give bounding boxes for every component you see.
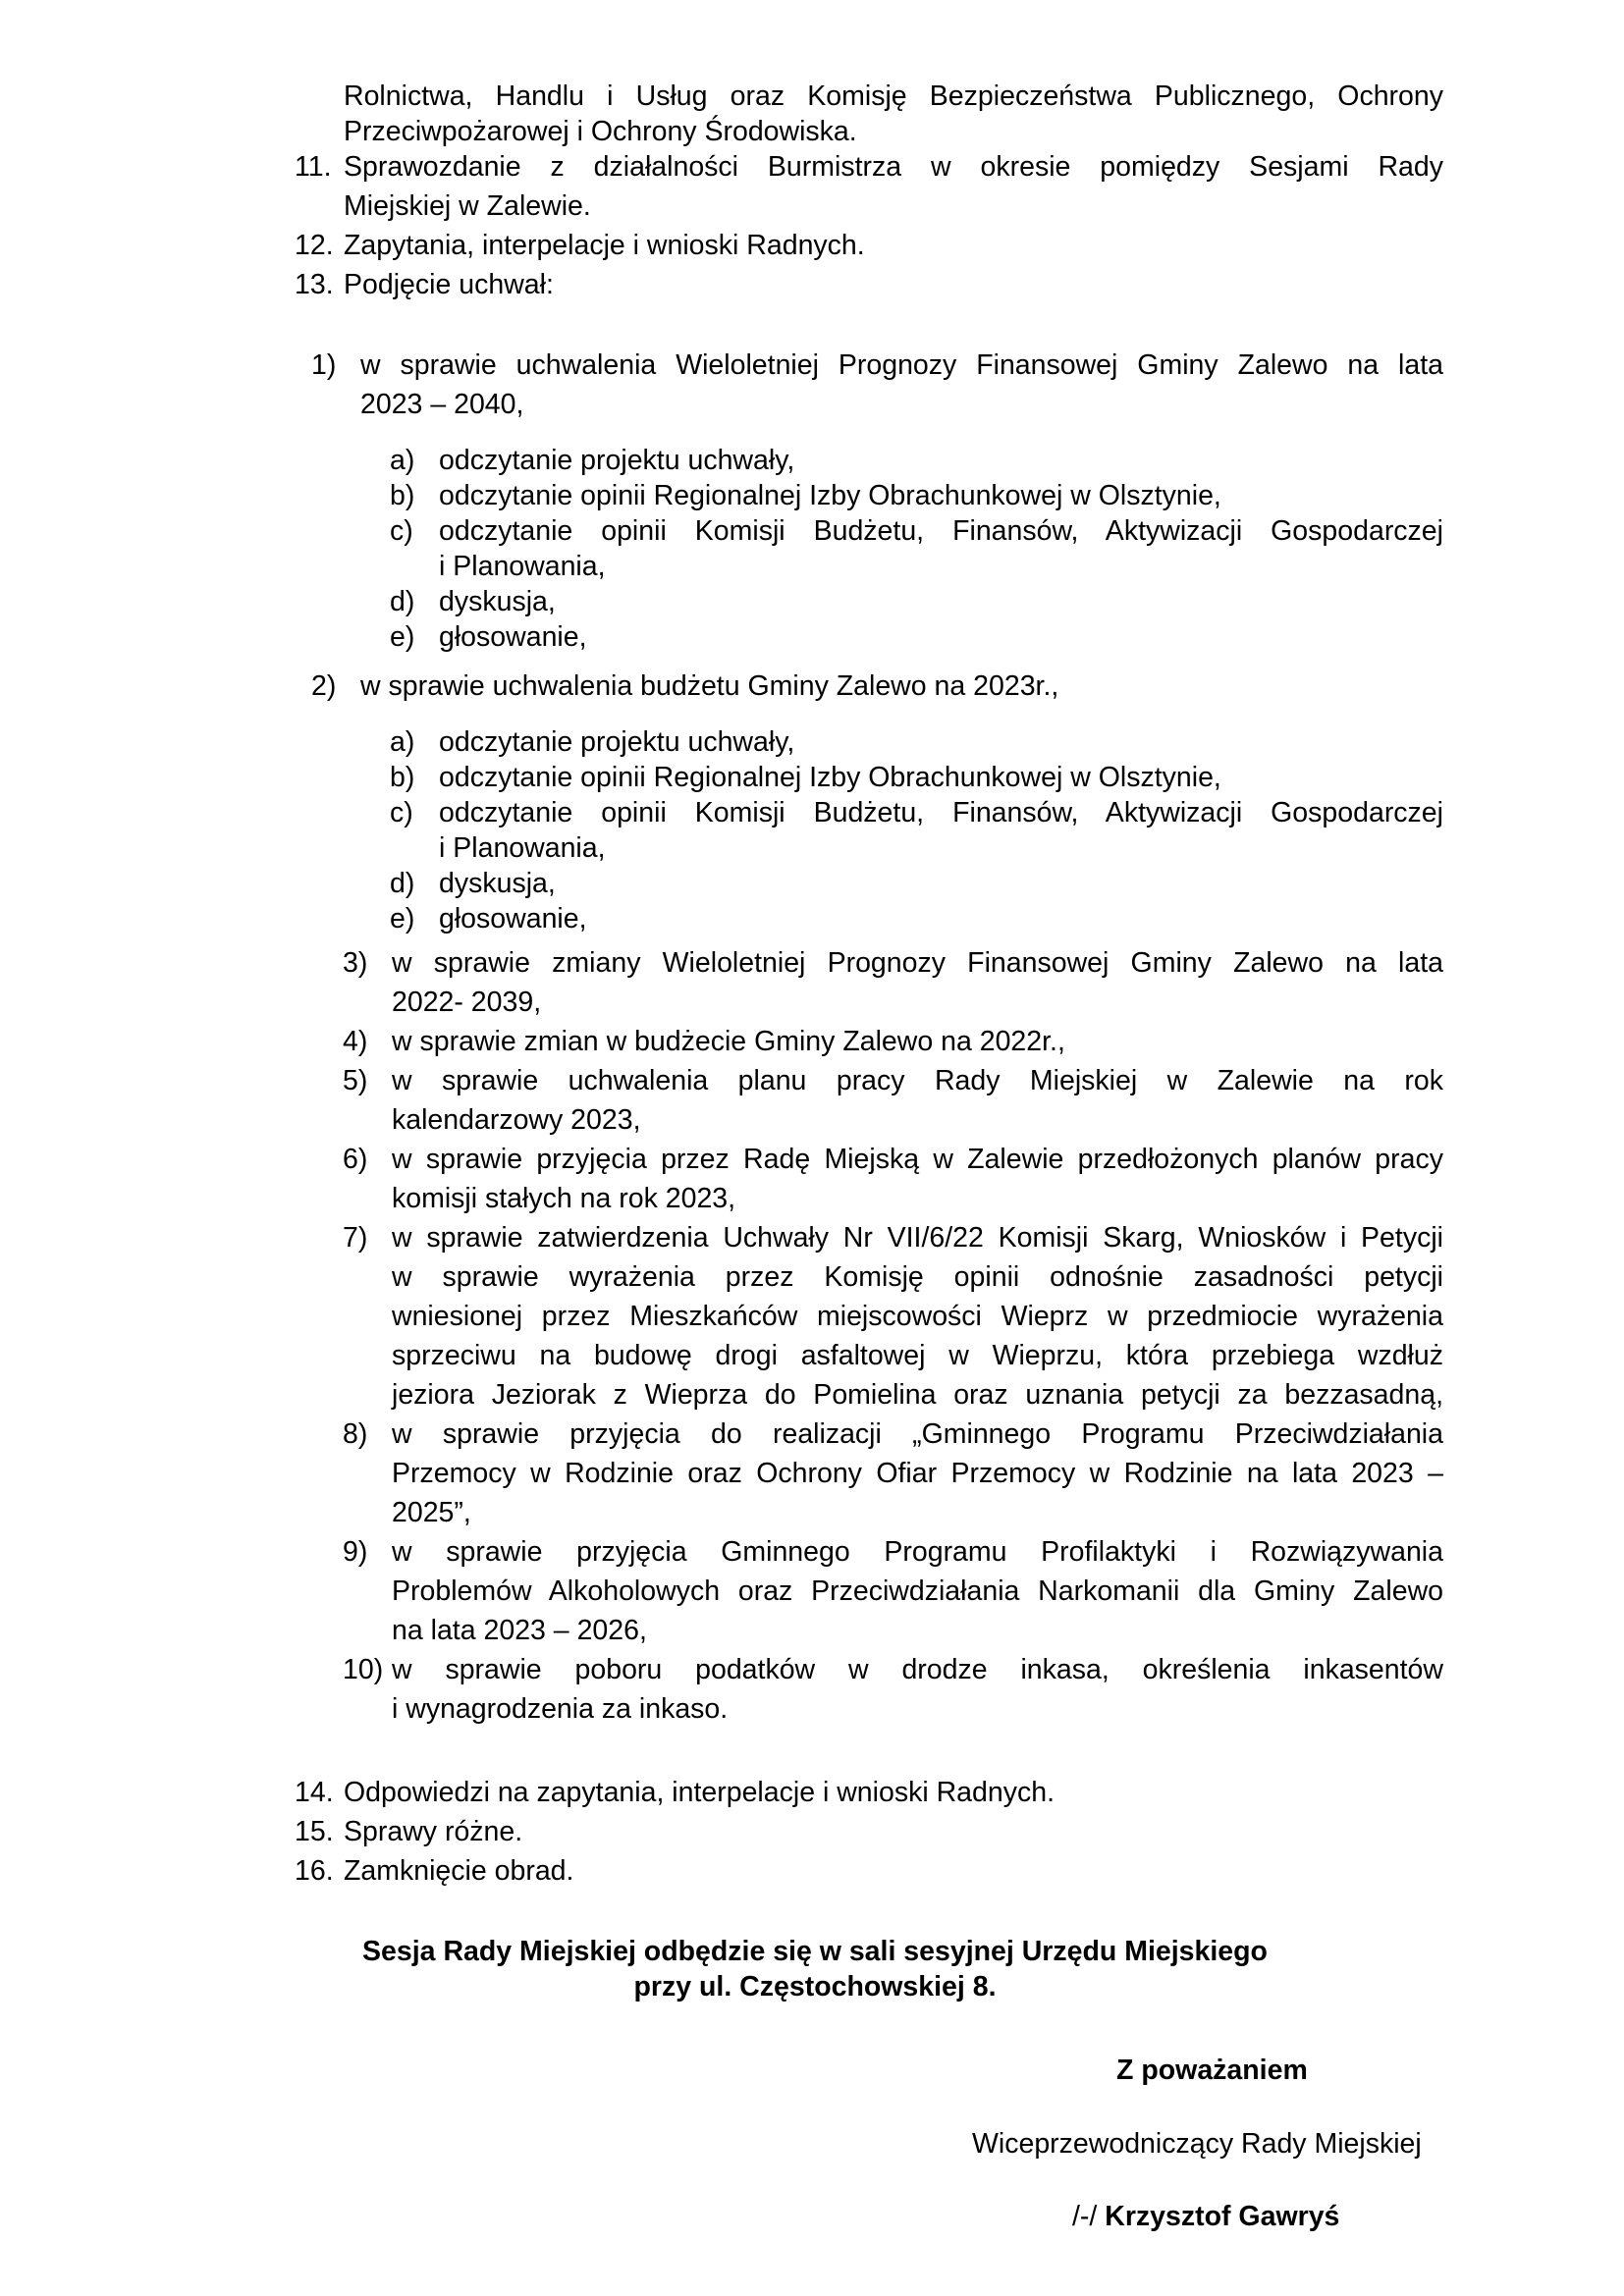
resolution-3-number: 3) bbox=[343, 947, 368, 979]
resolution-2-sub-a-text: odczytanie projektu uchwały, bbox=[439, 726, 795, 758]
session-notice-line-2: przy ul. Częstochowskiej 8. bbox=[633, 1971, 997, 2002]
resolution-7-text-3: wniesionej przez Mieszkańców miejscowości Wieprz w przedmiocie wyrażenia bbox=[392, 1301, 1443, 1332]
item-15-text: Sprawy różne. bbox=[344, 1816, 523, 1847]
item-14-text: Odpowiedzi na zapytania, interpelacje i wnioski Radnych. bbox=[344, 1777, 1055, 1808]
continuation-line-1: Rolnictwa, Handlu i Usług oraz Komisję Bezpieczeństwa Publicznego, Ochrony bbox=[344, 80, 1443, 112]
signature-line bbox=[1072, 2199, 1339, 2234]
resolution-2-sub-e-letter: e) bbox=[390, 903, 415, 934]
resolution-6-text-2: komisji stałych na rok 2023, bbox=[392, 1183, 736, 1214]
resolution-2-sub-c-letter: c) bbox=[390, 797, 413, 828]
resolution-1-sub-a-text: odczytanie projektu uchwały, bbox=[439, 445, 795, 476]
resolution-2-sub-e-text: głosowanie, bbox=[439, 903, 587, 934]
resolution-1-sub-a-letter: a) bbox=[390, 445, 415, 476]
resolution-10-text-2: i wynagrodzenia za inkaso. bbox=[392, 1693, 729, 1725]
resolution-6-text: w sprawie przyjęcia przez Radę Miejską w Zalewie przedłożonych planów pracy bbox=[392, 1144, 1443, 1175]
resolution-3-text: w sprawie zmiany Wieloletniej Prognozy Finansowej Gminy Zalewo na lata bbox=[392, 947, 1443, 979]
resolution-2-number: 2) bbox=[311, 670, 337, 702]
resolution-1-sub-d-letter: d) bbox=[390, 586, 415, 617]
resolution-1-sub-e-text: głosowanie, bbox=[439, 621, 587, 653]
resolution-8-text-2: Przemocy w Rodzinie oraz Ochrony Ofiar Przemocy w Rodzinie na lata 2023 – bbox=[392, 1458, 1443, 1489]
resolution-1-number: 1) bbox=[311, 349, 337, 381]
item-12-text: Zapytania, interpelacje i wnioski Radnych. bbox=[344, 230, 865, 261]
resolution-3-text-2: 2022- 2039, bbox=[392, 987, 542, 1018]
item-13-text: Podjęcie uchwał: bbox=[344, 269, 554, 300]
resolution-1-sub-c-letter: c) bbox=[390, 515, 413, 547]
resolution-1-sub-b-letter: b) bbox=[390, 480, 415, 511]
resolution-2-sub-b-letter: b) bbox=[390, 762, 415, 793]
signature-role: Wiceprzewodniczący Rady Miejskiej bbox=[972, 2128, 1422, 2160]
resolution-5-text-2: kalendarzowy 2023, bbox=[392, 1104, 641, 1136]
resolution-10-number: 10) bbox=[343, 1654, 384, 1685]
resolution-10-text: w sprawie poboru podatków w drodze inkasa, określenia inkasentów bbox=[392, 1654, 1443, 1685]
resolution-2-sub-a-letter: a) bbox=[390, 726, 415, 758]
resolution-7-number: 7) bbox=[343, 1222, 368, 1254]
session-notice-line-1: Sesja Rady Miejskiej odbędzie się w sali sesyjnej Urzędu Miejskiego bbox=[362, 1936, 1268, 1967]
resolution-2-text: w sprawie uchwalenia budżetu Gminy Zalewo na 2023r., bbox=[360, 670, 1059, 702]
resolution-2-sub-d-letter: d) bbox=[390, 868, 415, 899]
resolution-7-text-5: jeziora Jeziorak z Wieprza do Pomielina oraz uznania petycji za bezzasadną, bbox=[392, 1379, 1443, 1411]
resolution-2-sub-c-text: odczytanie opinii Komisji Budżetu, Finansów, Aktywizacji Gospodarczej bbox=[439, 797, 1443, 828]
resolution-8-number: 8) bbox=[343, 1418, 368, 1450]
resolution-4-text: w sprawie zmian w budżecie Gminy Zalewo na 2022r., bbox=[392, 1026, 1065, 1057]
resolution-7-text: w sprawie zatwierdzenia Uchwały Nr VII/6/22 Komisji Skarg, Wniosków i Petycji bbox=[392, 1222, 1443, 1254]
resolution-6-number: 6) bbox=[343, 1144, 368, 1175]
resolution-7-text-2: w sprawie wyrażenia przez Komisję opinii odnośnie zasadności petycji bbox=[392, 1261, 1443, 1293]
resolution-9-text: w sprawie przyjęcia Gminnego Programu Profilaktyki i Rozwiązywania bbox=[392, 1536, 1443, 1568]
item-16-text: Zamknięcie obrad. bbox=[344, 1855, 574, 1887]
resolution-9-text-3: na lata 2023 – 2026, bbox=[392, 1615, 647, 1646]
resolution-1-sub-c-text: odczytanie opinii Komisji Budżetu, Finansów, Aktywizacji Gospodarczej bbox=[439, 515, 1443, 547]
resolution-9-text-2: Problemów Alkoholowych oraz Przeciwdziałania Narkomanii dla Gminy Zalewo bbox=[392, 1575, 1443, 1607]
item-11-text-2: Miejskiej w Zalewie. bbox=[344, 190, 591, 222]
item-11-number: 11. bbox=[295, 151, 332, 183]
resolution-2-sub-c-text-2: i Planowania, bbox=[439, 832, 606, 864]
resolution-7-text-4: sprzeciwu na budowę drogi asfaltowej w Wieprzu, która przebiega wzdłuż bbox=[392, 1340, 1443, 1371]
resolution-1-sub-d-text: dyskusja, bbox=[439, 586, 556, 617]
resolution-9-number: 9) bbox=[343, 1536, 368, 1568]
signature-name: Krzysztof Gawryś bbox=[1105, 2201, 1340, 2232]
signature-prefix: /-/ bbox=[1072, 2201, 1098, 2232]
resolution-8-text: w sprawie przyjęcia do realizacji „Gminnego Programu Przeciwdziałania bbox=[392, 1418, 1443, 1450]
item-11-text: Sprawozdanie z działalności Burmistrza w okresie pomiędzy Sesjami Rady bbox=[344, 151, 1443, 183]
signature-greeting: Z poważaniem bbox=[1116, 2055, 1308, 2086]
resolution-4-number: 4) bbox=[343, 1026, 368, 1057]
resolution-5-text: w sprawie uchwalenia planu pracy Rady Miejskiej w Zalewie na rok bbox=[392, 1065, 1443, 1096]
resolution-8-text-3: 2025”, bbox=[392, 1497, 471, 1528]
resolution-2-sub-d-text: dyskusja, bbox=[439, 868, 556, 899]
resolution-1-sub-e-letter: e) bbox=[390, 621, 415, 653]
resolution-1-text: w sprawie uchwalenia Wieloletniej Prognozy Finansowej Gminy Zalewo na lata bbox=[360, 349, 1443, 381]
resolution-1-sub-c-text-2: i Planowania, bbox=[439, 551, 606, 582]
item-15-number: 15. bbox=[295, 1816, 334, 1847]
continuation-line-2: Przeciwpożarowej i Ochrony Środowiska. bbox=[344, 116, 857, 147]
item-13-number: 13. bbox=[295, 269, 334, 300]
item-12-number: 12. bbox=[295, 230, 334, 261]
item-16-number: 16. bbox=[295, 1855, 334, 1887]
item-14-number: 14. bbox=[295, 1777, 334, 1808]
resolution-1-sub-b-text: odczytanie opinii Regionalnej Izby Obrachunkowej w Olsztynie, bbox=[439, 480, 1221, 511]
resolution-2-sub-b-text: odczytanie opinii Regionalnej Izby Obrachunkowej w Olsztynie, bbox=[439, 762, 1221, 793]
resolution-1-text-2: 2023 – 2040, bbox=[360, 389, 524, 420]
resolution-5-number: 5) bbox=[343, 1065, 368, 1096]
